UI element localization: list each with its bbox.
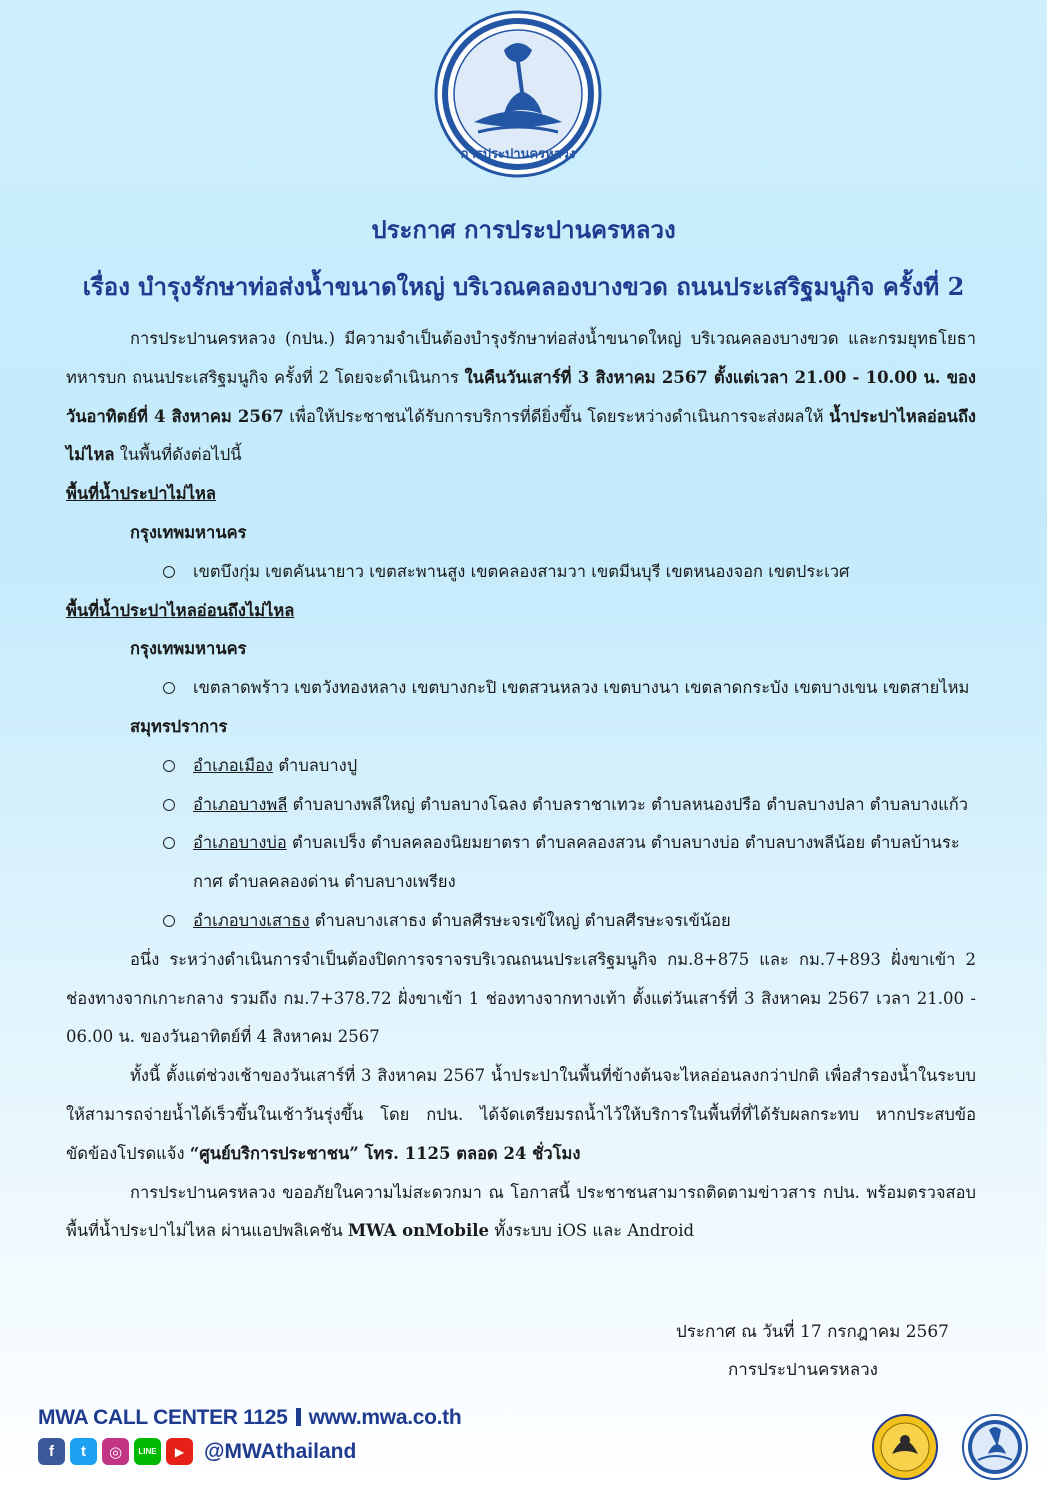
intro-text-3: ในพื้นที่ดังต่อไปนี้ [114,445,242,465]
mwa-small-logo-icon [962,1414,1028,1480]
apology-paragraph [66,1174,976,1252]
reserve-text: ทั้งนี้ ตั้งแต่ช่วงเช้าของวันเสาร์ที่ 3 สิงหาคม 2567 น้ำประปาในพื้นที่ข้างต้นจะไหลอ่อนลงกว่าปกติ เพื่อสำรองน้ำในระบบให้สามารถจ่ายน้ำได้เร็วขึ้นในเช้าวันรุ่งขึ้น โดย กปน. ได้จัดเตรียมรถน้ำไว้ให้บริการในพื้นที่ที่ได้รับผลกระทบ หากประสบข้อขัดข้องโปรดแจ้ง [66,1066,976,1163]
intro-text-2: เพื่อให้ประชาชนได้รับการบริการที่ดียิ่งขึ้น โดยระหว่างดำเนินการจะส่งผลให้ [283,406,830,426]
low-water-province-bangkok: กรุงเทพมหานคร [130,639,247,659]
traffic-paragraph: อนึ่ง ระหว่างดำเนินการจำเป็นต้องปิดการจราจรบริเวณถนนประเสริฐมนูกิจ กม.8+875 และ กม.7+893 ฝั่งขาเข้า 2 ช่องทางจากเกาะกลาง รวมถึง กม.7+378.72 ฝั่งขาเข้า 1 ช่องทางจากทางเท้า ตั้งแต่วันเสาร์ที่ 3 สิงหาคม 2567 เวลา 21.00 - 06.00 น. ของวันอาทิตย์ที่ 4 สิงหาคม 2567 [66,949,976,1047]
call-center-text: MWA CALL CENTER 1125 [38,1406,288,1429]
district-name: อำเภอบางพลี [193,794,288,814]
no-water-heading: พื้นที่น้ำประปาไม่ไหล [66,484,216,504]
list-item: เขตลาดพร้าว เขตวังทองหลาง เขตบางกะปิ เขตสวนหลวง เขตบางนา เขตลาดกระบัง เขตบางเขน เขตสายไหม [193,669,976,708]
reserve-paragraph [66,1057,976,1173]
twitter-icon[interactable]: t [70,1438,97,1465]
low-water-list-bangkok [193,669,976,708]
list-item [193,747,976,786]
hotline-text: “ศูนย์บริการประชาชน” โทร. 1125 ตลอด 24 ชั่วโมง [189,1143,581,1163]
youtube-icon[interactable]: ▶ [166,1438,193,1465]
list-item: เขตบึงกุ่ม เขตคันนายาว เขตสะพานสูง เขตคลองสามวา เขตมีนบุรี เขตหนองจอก เขตประเวศ [193,553,976,592]
logo-caption: การประปานครหลวง [460,147,576,162]
mwa-logo-icon [434,10,602,178]
website-link[interactable]: www.mwa.co.th [308,1406,462,1429]
apology-text-2: ทั้งระบบ iOS และ Android [488,1221,695,1241]
facebook-icon[interactable]: f [38,1438,65,1465]
divider [296,1408,301,1426]
list-item [193,824,976,902]
announcement-subject: เรื่อง บำรุงรักษาท่อส่งน้ำขนาดใหญ่ บริเวณคลองบางขวด ถนนประเสริฐมนูกิจ ครั้งที่ 2 [82,272,965,301]
social-row [38,1438,508,1465]
instagram-icon[interactable]: ◎ [102,1438,129,1465]
subdistricts: ตำบลบางเสาธง ตำบลศีรษะจรเข้ใหญ่ ตำบลศีรษะจรเข้น้อย [309,910,731,930]
low-water-province-samutprakan: สมุทรปราการ [130,716,228,736]
intro-text-1: การประปานครหลวง (กปน.) มีความจำเป็นต้องบำรุงรักษาท่อส่งน้ำขนาดใหญ่ บริเวณคลองบางขวด และกรมยุทธโยธาทหารบก ถนนประเสริฐมนูกิจ ครั้งที่ 2 โดยจะดำเนินการ [66,329,976,387]
low-water-list-samutprakan [193,747,976,941]
no-water-list [193,553,976,592]
subdistricts: ตำบลเปร็ง ตำบลคลองนิยมยาตรา ตำบลคลองสวน ตำบลบางบ่อ ตำบลบางพลีน้อย ตำบลบ้านระกาศ ตำบลคลองด่าน ตำบลบางเพรียง [193,833,960,892]
district-name: อำเภอบางบ่อ [193,833,287,853]
list-item [193,902,976,941]
intro-schedule: ในคืนวันเสาร์ที่ 3 สิงหาคม 2567 ตั้งแต่เวลา 21.00 - 10.00 น. ของวันอาทิตย์ที่ 4 สิงหาคม 2567 [66,367,976,426]
no-water-province: กรุงเทพมหานคร [130,522,247,542]
list-item [193,786,976,825]
social-handle[interactable]: @MWAthailand [204,1439,357,1463]
footer-contact [38,1400,508,1436]
low-water-heading: พื้นที่น้ำประปาไหลอ่อนถึงไม่ไหล [66,600,295,620]
announcement-date: ประกาศ ณ วันที่ 17 กรกฎาคม 2567 [676,1322,949,1342]
district-name: อำเภอบางเสาธง [193,910,310,930]
announcement-body [66,320,976,1251]
app-name: MWA onMobile [347,1221,489,1241]
line-icon[interactable]: LINE [134,1438,161,1465]
subdistricts: ตำบลบางพลีใหญ่ ตำบลบางโฉลง ตำบลราชาเทวะ ตำบลหนองปรือ ตำบลบางปลา ตำบลบางแก้ว [287,794,969,814]
signature-org: การประปานครหลวง [728,1360,878,1380]
subdistricts: ตำบลบางปู [273,755,358,775]
apology-text-1: การประปานครหลวง ขออภัยในความไม่สะดวกมา ณ โอกาสนี้ ประชาชนสามารถติดตามข่าวสาร กปน. พร้อมตรวจสอบพื้นที่น้ำประปาไม่ไหล ผ่านแอปพลิเคชัน [66,1182,976,1241]
intro-impact: น้ำประปาไหลอ่อนถึงไม่ไหล [66,406,976,465]
district-name: อำเภอเมือง [193,755,274,775]
garuda-seal-icon [872,1414,938,1480]
announcement-title: ประกาศ การประปานครหลวง [371,215,676,244]
intro-paragraph [66,320,976,475]
footer [38,1400,508,1465]
